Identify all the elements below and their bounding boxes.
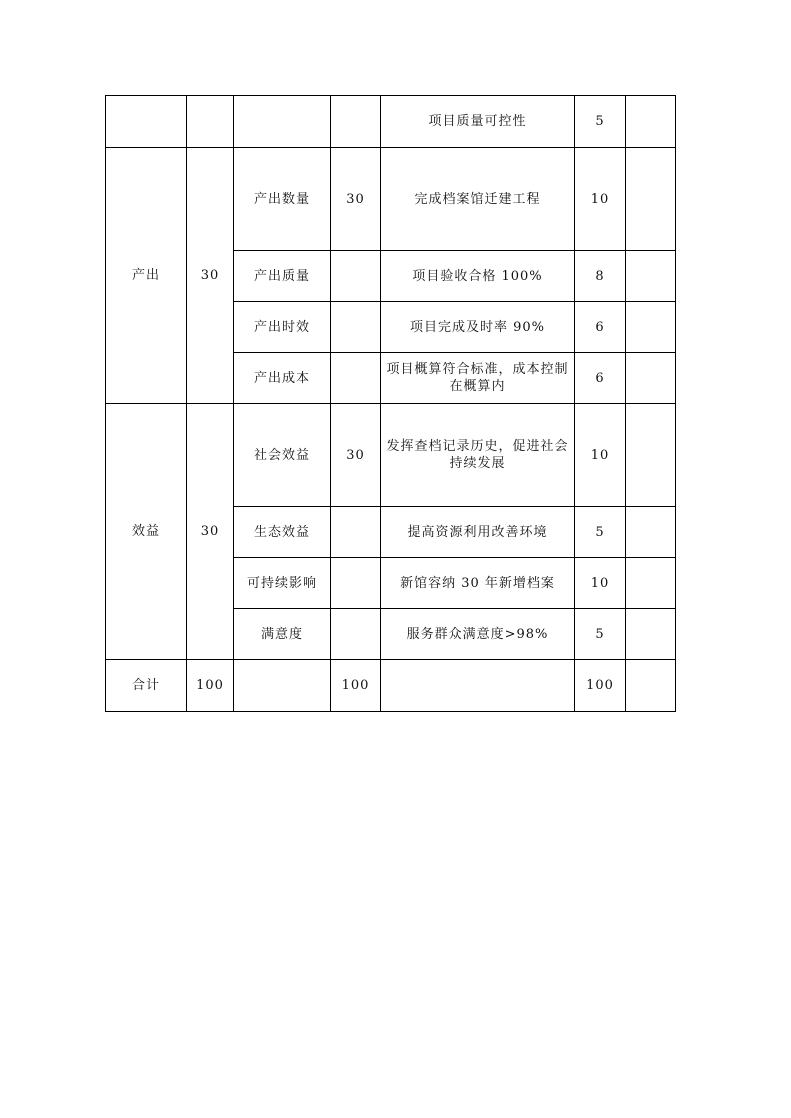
sub-item-cell: 生态效益	[234, 507, 331, 558]
cell	[187, 96, 234, 148]
indicator-cell: 完成档案馆迁建工程	[381, 148, 575, 251]
cell	[331, 609, 381, 660]
cell	[626, 302, 676, 353]
cell	[626, 507, 676, 558]
cell	[381, 660, 575, 712]
cell	[331, 302, 381, 353]
total-sub-weight-cell: 100	[331, 660, 381, 712]
table-row	[106, 148, 676, 251]
score-cell: 10	[575, 558, 626, 609]
sub-item-cell: 可持续影响	[234, 558, 331, 609]
cell	[331, 507, 381, 558]
score-cell: 5	[575, 609, 626, 660]
cell	[234, 96, 331, 148]
indicator-cell: 项目概算符合标准，成本控制在概算内	[381, 353, 575, 404]
sub-item-cell: 社会效益	[234, 404, 331, 507]
sub-weight-cell: 30	[331, 148, 381, 251]
cell	[331, 353, 381, 404]
cell	[626, 404, 676, 507]
cell	[331, 251, 381, 302]
cell	[331, 558, 381, 609]
category-cell: 效益	[106, 404, 187, 660]
total-weight-cell: 100	[187, 660, 234, 712]
sub-item-cell: 产出数量	[234, 148, 331, 251]
table-row	[106, 404, 676, 507]
cell	[234, 660, 331, 712]
cell	[626, 148, 676, 251]
cell	[331, 96, 381, 148]
score-cell: 6	[575, 302, 626, 353]
cell	[626, 251, 676, 302]
total-label-cell: 合计	[106, 660, 187, 712]
sub-item-cell: 满意度	[234, 609, 331, 660]
score-cell: 5	[575, 96, 626, 148]
indicator-cell: 项目完成及时率 90%	[381, 302, 575, 353]
weight-cell: 30	[187, 148, 234, 404]
cell	[626, 660, 676, 712]
score-cell: 10	[575, 148, 626, 251]
cell	[106, 96, 187, 148]
sub-item-cell: 产出质量	[234, 251, 331, 302]
sub-item-cell: 产出时效	[234, 302, 331, 353]
indicator-cell: 提高资源利用改善环境	[381, 507, 575, 558]
cell	[626, 353, 676, 404]
table-row	[106, 96, 676, 148]
table-row	[106, 660, 676, 712]
indicator-cell: 发挥查档记录历史，促进社会持续发展	[381, 404, 575, 507]
indicator-cell: 服务群众满意度>98%	[381, 609, 575, 660]
cell	[626, 96, 676, 148]
sub-weight-cell: 30	[331, 404, 381, 507]
score-cell: 10	[575, 404, 626, 507]
weight-cell: 30	[187, 404, 234, 660]
indicator-cell: 项目质量可控性	[381, 96, 575, 148]
score-cell: 8	[575, 251, 626, 302]
total-score-cell: 100	[575, 660, 626, 712]
category-cell: 产出	[106, 148, 187, 404]
indicator-cell: 新馆容纳 30 年新增档案	[381, 558, 575, 609]
performance-table	[105, 95, 676, 712]
cell	[626, 558, 676, 609]
score-cell: 5	[575, 507, 626, 558]
score-cell: 6	[575, 353, 626, 404]
indicator-cell: 项目验收合格 100%	[381, 251, 575, 302]
sub-item-cell: 产出成本	[234, 353, 331, 404]
cell	[626, 609, 676, 660]
